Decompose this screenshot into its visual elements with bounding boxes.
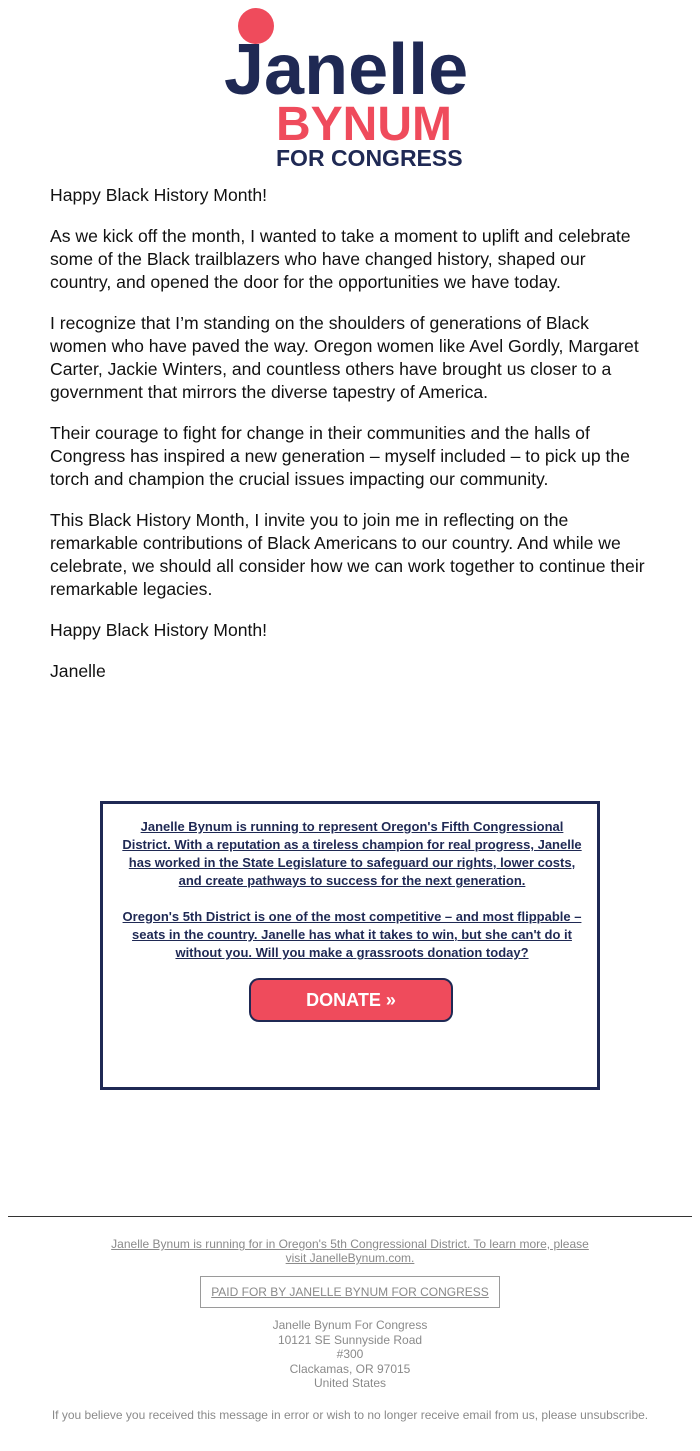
logo-line3: FOR CONGRESS xyxy=(276,145,463,170)
letter-body xyxy=(50,184,650,701)
letter-paragraph: I recognize that I’m standing on the shoulders of generations of Black women who have paved the way. Oregon women like Avel Gordly, Margaret Carter, Jackie Winters, and countless others have brought us closer to a government that mirrors the diverse tapestry of America. xyxy=(50,313,639,402)
address-line: United States xyxy=(313,1376,387,1390)
letter-paragraph: Their courage to fight for change in their communities and the halls of Congress has inspired a new generation – myself included – to pick up the torch and champion the crucial issues impacting our community. xyxy=(50,423,630,489)
letter-paragraph: As we kick off the month, I wanted to take a moment to uplift and celebrate some of the Black trailblazers who have changed history, shaped our country, and opened the door for the opportunities we have today. xyxy=(50,226,631,292)
mailing-address xyxy=(200,1318,500,1391)
footer-note xyxy=(108,1237,592,1265)
donate-callout-box xyxy=(100,801,600,1090)
donate-text-link-2[interactable]: Oregon's 5th District is one of the most competitive – and most flippable – seats in the country. Janelle has what it takes to win, but she can't do it without you. Will you make a grassroots donation today? xyxy=(122,909,582,960)
address-line: Clackamas, OR 97015 xyxy=(289,1361,411,1376)
address-line: 10121 SE Sunnyside Road xyxy=(277,1332,423,1347)
donate-text-link-1[interactable]: Janelle Bynum is running to represent Oregon's Fifth Congressional District. With a reputation as a tireless champion for real progress, Janelle has worked in the State Legislature to safeguard our rights, lower costs, and create pathways to success for the next generation. xyxy=(122,819,582,888)
letter-signature: Janelle xyxy=(50,661,106,681)
footer-note-link[interactable]: Janelle Bynum is running for in Oregon's 5th Congressional District. To learn more, please visit JanelleBynum.com. xyxy=(111,1237,589,1265)
donate-button[interactable]: DONATE » xyxy=(249,978,453,1022)
logo-line1: Janelle xyxy=(224,30,469,110)
address-line: Janelle Bynum For Congress xyxy=(272,1318,428,1332)
campaign-logo xyxy=(224,8,480,170)
address-line: #300 xyxy=(336,1347,364,1361)
letter-greeting: Happy Black History Month! xyxy=(50,185,268,205)
paid-for-disclaimer[interactable]: PAID FOR BY JANELLE BYNUM FOR CONGRESS xyxy=(200,1276,500,1308)
logo-line2: BYNUM xyxy=(276,98,452,151)
letter-closing: Happy Black History Month! xyxy=(50,620,268,640)
letter-paragraph: This Black History Month, I invite you to join me in reflecting on the remarkable contributions of Black Americans to our country. And while we celebrate, we should all consider how we can work together to continue their remarkable legacies. xyxy=(50,510,645,599)
logo-wordmark xyxy=(224,8,480,170)
footer-divider xyxy=(8,1216,692,1217)
unsubscribe-notice[interactable]: If you believe you received this message in error or wish to no longer receive email from us, please unsubscribe. xyxy=(51,1408,649,1422)
